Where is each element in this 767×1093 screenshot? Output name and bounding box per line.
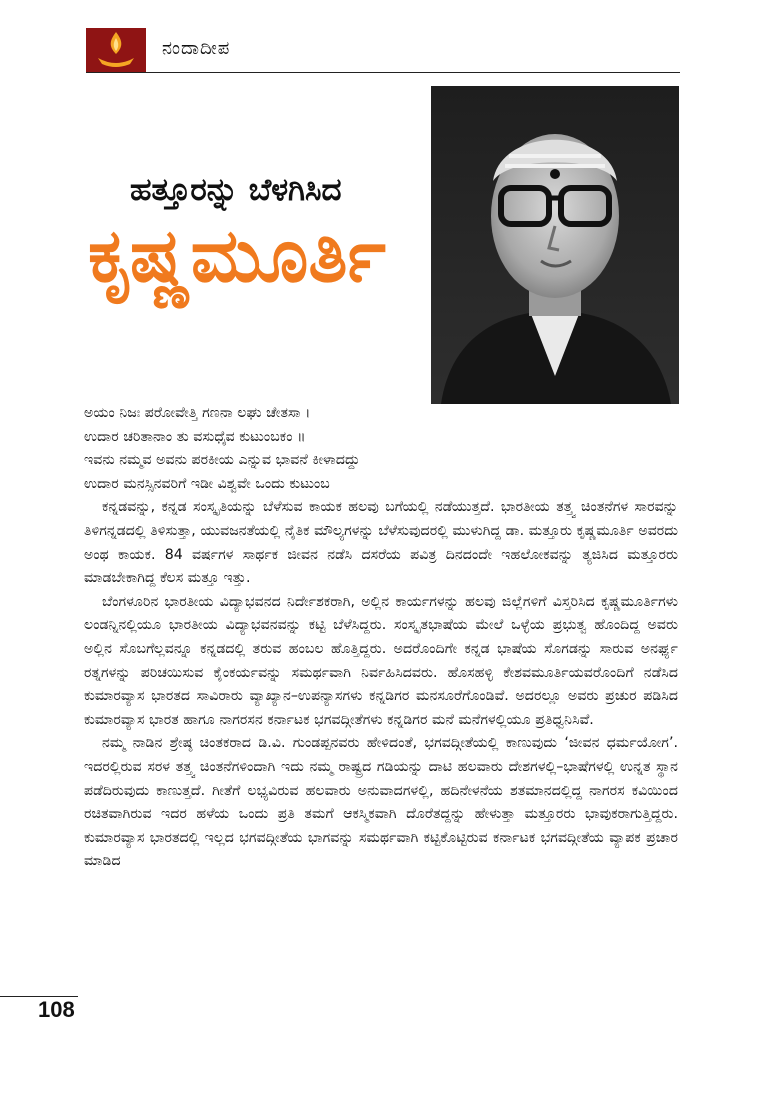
article-headline: ಕೃಷ್ಣಮೂರ್ತಿ [88,213,386,299]
header-divider [86,72,680,73]
opening-verse [84,402,678,496]
oil-lamp-icon [86,28,146,72]
portrait-photo [431,86,679,404]
article-kicker: ಹತ್ತೂರನ್ನು ಬೆಳಗಿಸಿದ [130,172,342,208]
page-number: 108 [38,997,75,1022]
verse-line: ಇವನು ನಮ್ಮವ ಅವನು ಪರಕೀಯ ಎನ್ನುವ ಭಾವನೆ ಕೀಳಾದದ್ದು [84,452,360,469]
magazine-name: ನಂದಾದೀಪ [162,38,231,59]
page-header [86,28,680,72]
paragraph: ಬೆಂಗಳೂರಿನ ಭಾರತೀಯ ವಿದ್ಯಾಭವನದ ನಿರ್ದೇಶಕರಾಗಿ, ಅಲ್ಲಿನ ಕಾರ್ಯಗಳನ್ನು ಹಲವು ಜಿಲ್ಲೆಗಳಿಗೆ ವಿಸ್ತರಿಸಿದ ಕೃಷ್ಣಮೂರ್ತಿಗಳು ಲಂಡನ್ನಿನಲ್ಲಿಯೂ ಭಾರತೀಯ ವಿದ್ಯಾಭವನವನ್ನು ಕಟ್ಟಿ ಬೆಳೆಸಿದ್ದರು. ಸಂಸ್ಕೃತಭಾಷೆಯ ಮೇಲೆ ಒಳ್ಳೆಯ ಪ್ರಭುತ್ವ ಹೊಂದಿದ್ದ ಅವರು ಅಲ್ಲಿನ ಸೊಬಗೆಲ್ಲವನ್ನೂ ಕನ್ನಡದಲ್ಲಿ ತರುವ ಹಂಬಲ ಹೊತ್ತಿದ್ದರು. ಅದರೊಂದಿಗೇ ಕನ್ನಡ ಭಾಷೆಯ ಸೊಗಡನ್ನು ಸಾರುವ ಅನರ್ಘ್ಯ ರತ್ನಗಳನ್ನು ಪರಿಚಯಿಸುವ ಕೈಂಕರ್ಯವನ್ನು ಸಮರ್ಥವಾಗಿ ನಿರ್ವಹಿಸಿದವರು. ಹೊಸಹಳ್ಳಿ ಕೇಶವಮೂರ್ತಿಯವರೊಂದಿಗೆ ನಡೆಸಿದ ಕುಮಾರವ್ಯಾಸ ಭಾರತದ ಸಾವಿರಾರು ವ್ಯಾಖ್ಯಾನ–ಉಪನ್ಯಾಸಗಳು ಕನ್ನಡಿಗರ ಮನಸೂರೆಗೊಂಡಿವೆ. ಅದರಲ್ಲೂ ಅವರು ಪ್ರಚುರ ಪಡಿಸಿದ ಕುಮಾರವ್ಯಾಸ ಭಾರತ ಹಾಗೂ ನಾಗರಸನ ಕರ್ನಾಟಕ ಭಗವದ್ಗೀತೆಗಳು ಕನ್ನಡಿಗರ ಮನೆ ಮನೆಗಳಲ್ಲಿಯೂ ಪ್ರತಿಧ್ವನಿಸಿವೆ. [84,593,678,728]
verse-line: ಉದಾರ ಚರಿತಾನಾಂ ತು ವಸುಧೈವ ಕುಟುಂಬಕಂ ॥ [84,428,306,445]
article-body [84,402,678,874]
verse-line: ಉದಾರ ಮನಸ್ಸಿನವರಿಗೆ ಇಡೀ ವಿಶ್ವವೇ ಒಂದು ಕುಟುಂಬ [84,475,330,492]
verse-line: ಅಯಂ ನಿಜಃ ಪರೋವೇತ್ತಿ ಗಣನಾ ಲಘು ಚೇತಸಾ । [84,405,311,421]
paragraph: ನಮ್ಮ ನಾಡಿನ ಶ್ರೇಷ್ಠ ಚಿಂತಕರಾದ ಡಿ.ವಿ. ಗುಂಡಪ್ಪನವರು ಹೇಳಿದಂತೆ, ಭಗವದ್ಗೀತೆಯಲ್ಲಿ ಕಾಣುವುದು ‘ಜೀವನ ಧರ್ಮಯೋಗ’. ಇದರಲ್ಲಿರುವ ಸರಳ ತತ್ತ್ವ ಚಿಂತನೆಗಳಿಂದಾಗಿ ಇದು ನಮ್ಮ ರಾಷ್ಟ್ರದ ಗಡಿಯನ್ನು ದಾಟಿ ಹಲವಾರು ದೇಶಗಳಲ್ಲಿ–ಭಾಷೆಗಳಲ್ಲಿ ಉನ್ನತ ಸ್ಥಾನ ಪಡೆದಿರುವುದು ಕಾಣುತ್ತದೆ. ಗೀತೆಗೆ ಲಭ್ಯವಿರುವ ಹಲವಾರು ಅನುವಾದಗಳಲ್ಲಿ, ಹದಿನೇಳನೆಯ ಶತಮಾನದಲ್ಲಿದ್ದ ನಾಗರಸ ಕವಿಯಿಂದ ರಚಿತವಾಗಿರುವ ಇದರ ಹಳೆಯ ಒಂದು ಪ್ರತಿ ತಮಗೆ ಆಕಸ್ಮಿಕವಾಗಿ ದೊರೆತದ್ದನ್ನು ಹೇಳುತ್ತಾ ಮತ್ತೂರರು ಭಾವುಕರಾಗುತ್ತಿದ್ದರು. ಕುಮಾರವ್ಯಾಸ ಭಾರತದಲ್ಲಿ ಇಲ್ಲದ ಭಗವದ್ಗೀತೆಯ ಭಾಗವನ್ನು ಸಮರ್ಥವಾಗಿ ಕಟ್ಟಿಕೊಟ್ಟಿರುವ ಕರ್ನಾಟಕ ಭಗವದ್ಗೀತೆಯ ವ್ಯಾಪಕ ಪ್ರಚಾರ ಮಾಡಿದ [84,735,678,870]
paragraph: ಕನ್ನಡವನ್ನು, ಕನ್ನಡ ಸಂಸ್ಕೃತಿಯನ್ನು ಬೆಳೆಸುವ ಕಾಯಕ ಹಲವು ಬಗೆಯಲ್ಲಿ ನಡೆಯುತ್ತದೆ. ಭಾರತೀಯ ತತ್ತ್ವ ಚಿಂತನೆಗಳ ಸಾರವನ್ನು ತಿಳಿಗನ್ನಡದಲ್ಲಿ ತಿಳಿಸುತ್ತಾ, ಯುವಜನತೆಯಲ್ಲಿ ನೈತಿಕ ಮೌಲ್ಯಗಳನ್ನು ಬೆಳೆಸುವುದರಲ್ಲಿ ಮುಳುಗಿದ್ದ ಡಾ. ಮತ್ತೂರು ಕೃಷ್ಣಮೂರ್ತಿ ಅವರದು ಅಂಥ ಕಾಯಕ. 84 ವರ್ಷಗಳ ಸಾರ್ಥಕ ಜೀವನ ನಡೆಸಿ ದಸರೆಯ ಪವಿತ್ರ ದಿನದಂದೇ ಇಹಲೋಕವನ್ನು ತ್ಯಜಿಸಿದ ಮತ್ತೂರರು ಮಾಡಬೇಕಾಗಿದ್ದ ಕೆಲಸ ಮತ್ತೂ ಇತ್ತು. [84,499,678,587]
